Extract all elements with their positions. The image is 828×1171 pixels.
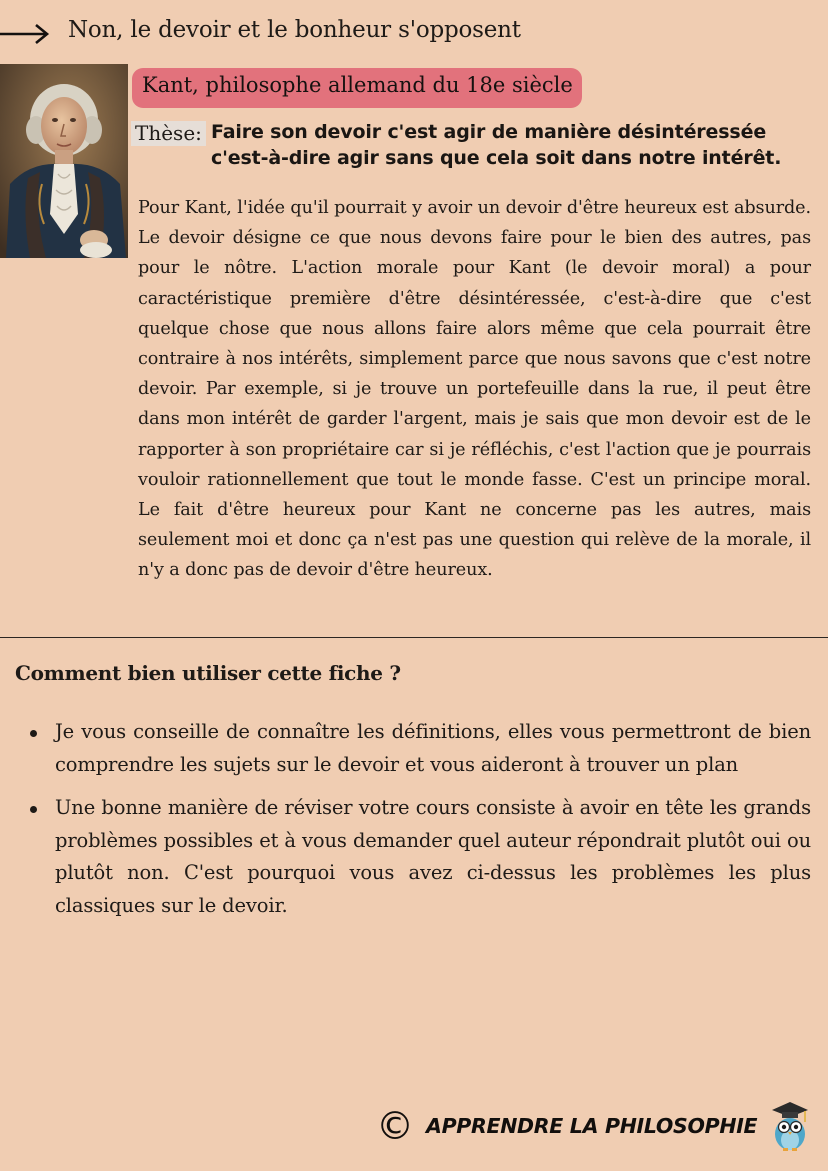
- owl-graduate-icon: [770, 1100, 810, 1152]
- bullet-icon: [30, 806, 37, 813]
- kant-portrait: [0, 64, 128, 258]
- tip-text: Je vous conseille de connaître les définitions, elles vous permettront de bien comprendre les sujets sur le devoir et vous aideront à trouver un plan: [55, 720, 811, 776]
- philosopher-badge: Kant, philosophe allemand du 18e siècle: [132, 68, 582, 108]
- list-item: [26, 716, 811, 781]
- thesis-line: c'est-à-dire agir sans que cela soit dans notre intérêt.: [211, 147, 782, 169]
- brand-label: APPRENDRE LA PHILOSOPHIE: [426, 1114, 758, 1138]
- arrow-right-icon: [0, 22, 50, 46]
- section-title: Non, le devoir et le bonheur s'opposent: [68, 17, 521, 43]
- copyright-icon: ©: [376, 1104, 414, 1148]
- kant-explanation: Pour Kant, l'idée qu'il pourrait y avoir un devoir d'être heureux est absurde. Le devoir désigne ce que nous devons faire pour le bien des autres, pas pour le nôtre. L'action morale pour Kant (le devoir moral) a pour caractéristique première d'être désintéressée, c'est-à-dire que c'est quelque chose que nous allons faire alors même que cela pourrait être contraire à nos intérêts, simplement parce que nous savons que c'est notre devoir. Par exemple, si je trouve un portefeuille dans la rue, il peut être dans mon intérêt de garder l'argent, mais je sais que mon devoir est de le rapporter à son propriétaire car si je réfléchis, c'est l'action que je pourrais vouloir rationnellement que tout le monde fasse. C'est un principe moral. Le fait d'être heureux pour Kant ne concerne pas les autres, mais seulement moi et donc ça n'est pas une question qui relève de la morale, il n'y a donc pas de devoir d'être heureux.: [138, 198, 811, 581]
- how-to-title: Comment bien utiliser cette fiche ?: [15, 661, 401, 685]
- thesis-text: [211, 119, 781, 171]
- footer-brand: [376, 1100, 757, 1152]
- thesis-line: Faire son devoir c'est agir de manière désintéressée: [211, 121, 767, 143]
- section-divider: [0, 637, 828, 638]
- thesis-label: Thèse:: [131, 121, 206, 146]
- tip-text: Une bonne manière de réviser votre cours consiste à avoir en tête les grands problèmes possibles et à vous demander quel auteur répondrait plutôt oui ou plutôt non. C'est pourquoi vous avez ci-dessus les problèmes les plus classiques sur le devoir.: [55, 796, 811, 917]
- tips-list: [26, 716, 811, 933]
- list-item: [26, 792, 811, 922]
- bullet-icon: [30, 730, 37, 737]
